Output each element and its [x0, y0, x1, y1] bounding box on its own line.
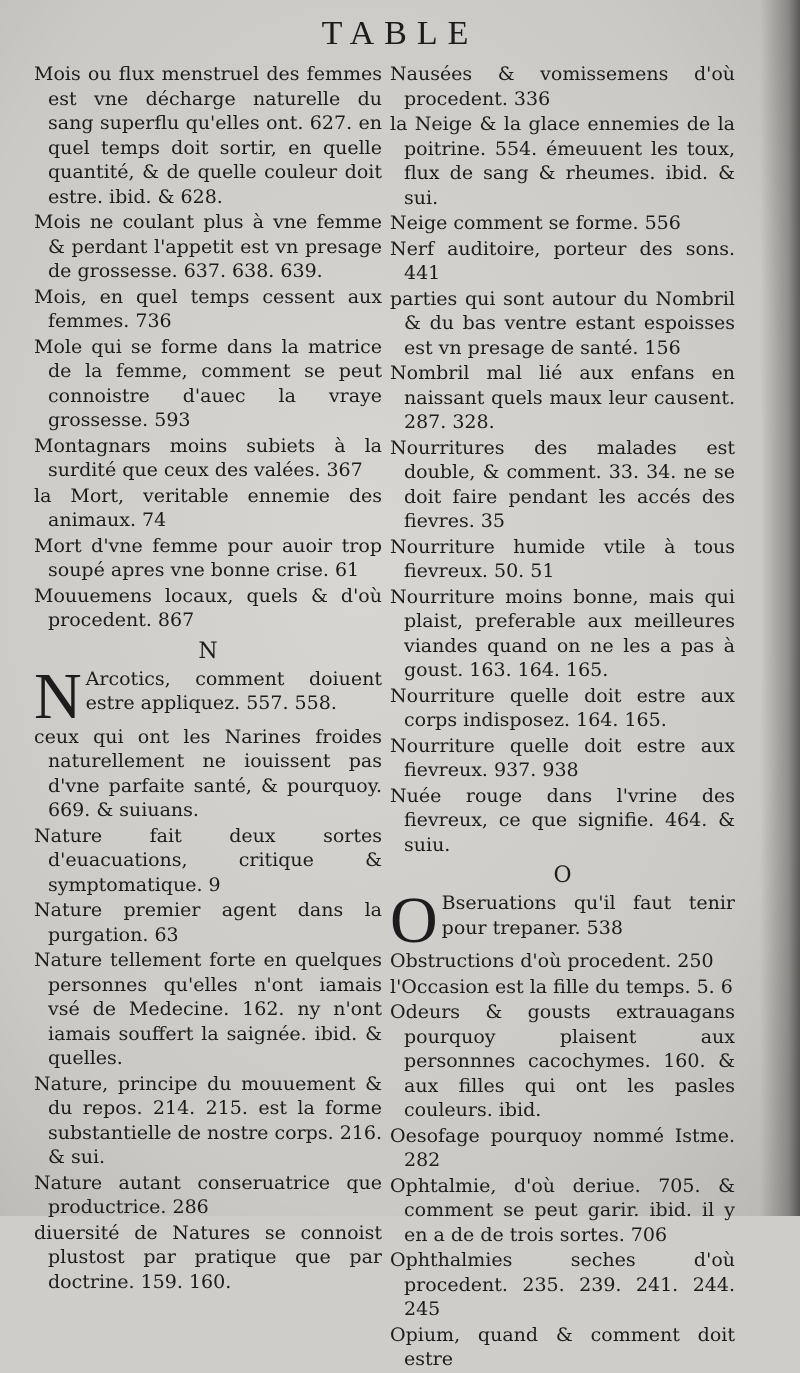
- index-entry: Mole qui se forme dans la matrice de la femme, comment se peut connoistre d'auec la vraye grossesse. 593: [34, 335, 382, 431]
- index-entry: Mois ou flux menstruel des femmes est vne décharge naturelle du sang superflu qu'elles ont. 627. en quel temps doit sortir, en quelle quantité, & de quelle couleur doit estre. ibid. & 628.: [34, 63, 382, 208]
- index-entry: Nature, principe du mouuement & du repos. 214. 215. est la forme substantielle de nostre corps. 216. & sui.: [34, 1072, 382, 1168]
- index-entry: Ophtalmie, d'où deriue. 705. & comment se peut garir. ibid. il y en a de de trois sortes. 706: [390, 1174, 735, 1246]
- left-entries-n: [34, 725, 382, 1295]
- index-entry: la Mort, veritable ennemie des animaux. 74: [34, 484, 382, 531]
- index-entry: Montagnars moins subiets à la surdité que ceux des valées. 367: [34, 434, 382, 481]
- index-entry: Nerf auditoire, porteur des sons. 441: [390, 237, 735, 284]
- index-entry: Nombril mal lié aux enfans en naissant quels maux leur causent. 287. 328.: [390, 362, 735, 433]
- index-entry: Nourritures des malades est double, & comment. 33. 34. ne se doit faire pendant les accés des fievres. 35: [390, 436, 735, 532]
- drop-cap-o: O: [390, 884, 438, 957]
- index-entry: Nausées & vomissemens d'où procedent. 336: [390, 63, 735, 110]
- index-entry: l'Occasion est la fille du temps. 5. 6: [390, 975, 733, 998]
- index-entry: Nourriture quelle doit estre aux fievreux. 937. 938: [390, 734, 735, 781]
- index-entry-first-o: [390, 884, 735, 957]
- index-entry: Obstructions d'où procedent. 250: [390, 950, 714, 972]
- index-entry: Odeurs & gousts extrauagans pourquoy plaisent aux personnnes cacochymes. 160. & aux filles qui ont les pasles couleurs. ibid.: [390, 1001, 735, 1121]
- index-entry: Oesofage pourquoy nommé Istme. 282: [390, 1124, 735, 1171]
- section-letter-n: N: [198, 638, 218, 664]
- index-entry: Mois ne coulant plus à vne femme & perdant l'appetit est vn presage de grossesse. 637. 638. 639.: [34, 211, 382, 282]
- index-entry: Nature tellement forte en quelques personnes qu'elles n'ont iamais vsé de Medecine. 162. ny n'ont iamais souffert la saignée. ibid. & quelles.: [34, 949, 382, 1069]
- index-entry: Mois, en quel temps cessent aux femmes. 736: [34, 285, 382, 332]
- index-entry: Nature fait deux sortes d'euacuations, critique & symptomatique. 9: [34, 824, 382, 896]
- index-entry: Nature autant conseruatrice que productrice. 286: [34, 1171, 382, 1218]
- index-entry-first-n: [34, 659, 382, 733]
- page-header: TABLE: [321, 15, 479, 52]
- index-entry: Neige comment se forme. 556: [390, 212, 681, 234]
- index-entry: diuersité de Natures se connoist plustost par pratique que par doctrine. 159. 160.: [34, 1221, 382, 1293]
- index-entry: Nourriture humide vtile à tous fievreux. 50. 51: [390, 535, 735, 582]
- index-entry-text: Arcotics, comment doiuent estre appliquez. 557. 558.: [85, 667, 382, 714]
- drop-cap-n: N: [34, 659, 82, 733]
- index-entry: Nourriture quelle doit estre aux corps indisposez. 164. 165.: [390, 684, 735, 731]
- index-entry: la Neige & la glace ennemies de la poitrine. 554. émeuuent les toux, flux de sang & rheumes. ibid. & sui.: [390, 113, 735, 209]
- index-entry: Opium, quand & comment doit estre: [390, 1323, 735, 1370]
- index-entry: Mort d'vne femme pour auoir trop soupé apres vne bonne crise. 61: [34, 534, 382, 581]
- section-letter-o: O: [553, 863, 572, 888]
- index-entry: Nature premier agent dans la purgation. 63: [34, 899, 382, 946]
- right-column: [390, 62, 735, 1373]
- left-column: [34, 62, 382, 1295]
- page-spine-shadow: [760, 0, 800, 1216]
- left-entries-m: [34, 62, 382, 633]
- index-entry: Mouuemens locaux, quels & d'où procedent. 867: [34, 584, 382, 631]
- right-entries-o: [390, 949, 735, 1372]
- index-entry: ceux qui ont les Narines froides naturellement ne iouissent pas d'vne parfaite santé, & pourquoy. 669. & suiuans.: [34, 725, 382, 821]
- right-entries-n: [390, 62, 735, 857]
- index-entry-text: Bseruations qu'il faut tenir pour trepaner. 538: [441, 892, 735, 939]
- index-entry: Ophthalmies seches d'où procedent. 235. 239. 241. 244. 245: [390, 1249, 735, 1320]
- index-entry: Nuée rouge dans l'vrine des fievreux, ce que signifie. 464. & suiu.: [390, 784, 735, 856]
- index-entry: Nourriture moins bonne, mais qui plaist, preferable aux meilleures viandes quand on ne les a pas à goust. 163. 164. 165.: [390, 585, 735, 681]
- index-entry: parties qui sont autour du Nombril & du bas ventre estant espoisses est vn presage de santé. 156: [390, 287, 735, 359]
